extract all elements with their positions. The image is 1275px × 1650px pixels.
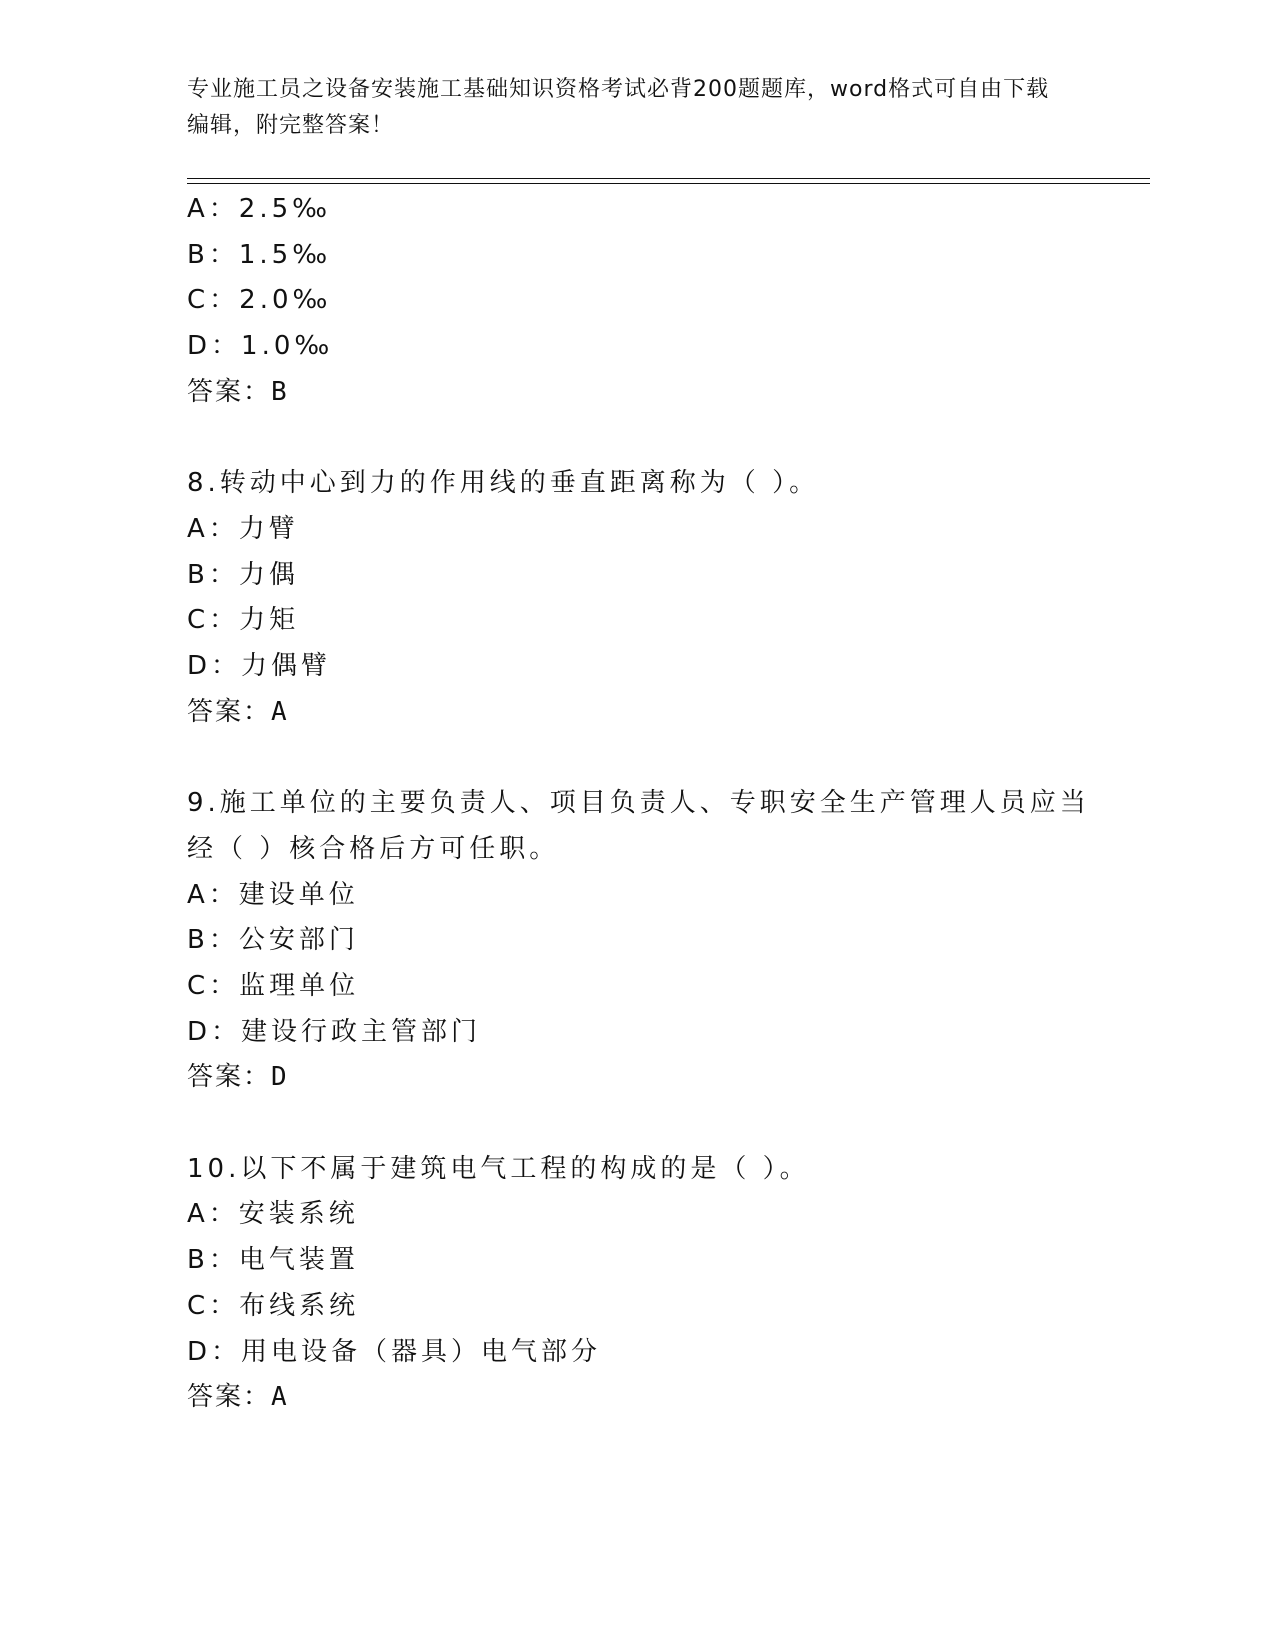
option-a: A：力臂 [187,513,299,544]
option-b: B：1.5‰ [187,239,332,270]
header-divider-bottom [187,183,1150,184]
question-stem-line-1: 9.施工单位的主要负责人、项目负责人、专职安全生产管理人员应当 [187,788,1090,819]
document-header: 专业施工员之设备安装施工基础知识资格考试必背200题题库，word格式可自由下载编辑，附完整答案！ [187,77,1050,138]
option-d: D：建设行政主管部门 [187,1016,482,1047]
spacer [187,735,1087,781]
option-b: B：电气装置 [187,1245,359,1276]
question-7-continuation [187,187,1087,416]
question-9 [187,781,1090,1101]
option-a: A：安装系统 [187,1199,359,1230]
option-c: C：监理单位 [187,970,360,1001]
option-a: A：建设单位 [187,879,359,910]
answer-line: 答案：A [187,696,289,727]
option-d: D：力偶臂 [187,651,332,682]
option-c: C：2.0‰ [187,285,332,316]
option-a: A：2.5‰ [187,194,332,224]
option-d: D：用电设备（器具）电气部分 [187,1336,602,1367]
option-b: B：力偶 [187,559,299,590]
answer-line: 答案：B [187,376,289,407]
question-stem: 10.以下不属于建筑电气工程的构成的是（ ）。 [187,1153,810,1184]
question-content [187,187,1090,1421]
question-stem: 8.转动中心到力的作用线的垂直距离称为（ ）。 [187,468,820,499]
header-divider-top [187,178,1150,179]
question-stem-line-2: 经（ ）核合格后方可任职。 [187,833,560,864]
option-b: B：公安部门 [187,925,359,956]
answer-line: 答案：A [187,1382,289,1413]
option-c: C：布线系统 [187,1290,360,1321]
question-8 [187,461,1087,735]
option-c: C：力矩 [187,605,300,636]
answer-line: 答案：D [187,1062,289,1093]
option-d: D：1.0‰ [187,331,334,362]
spacer [187,1101,1087,1147]
question-10 [187,1147,1087,1421]
spacer [187,416,1087,462]
